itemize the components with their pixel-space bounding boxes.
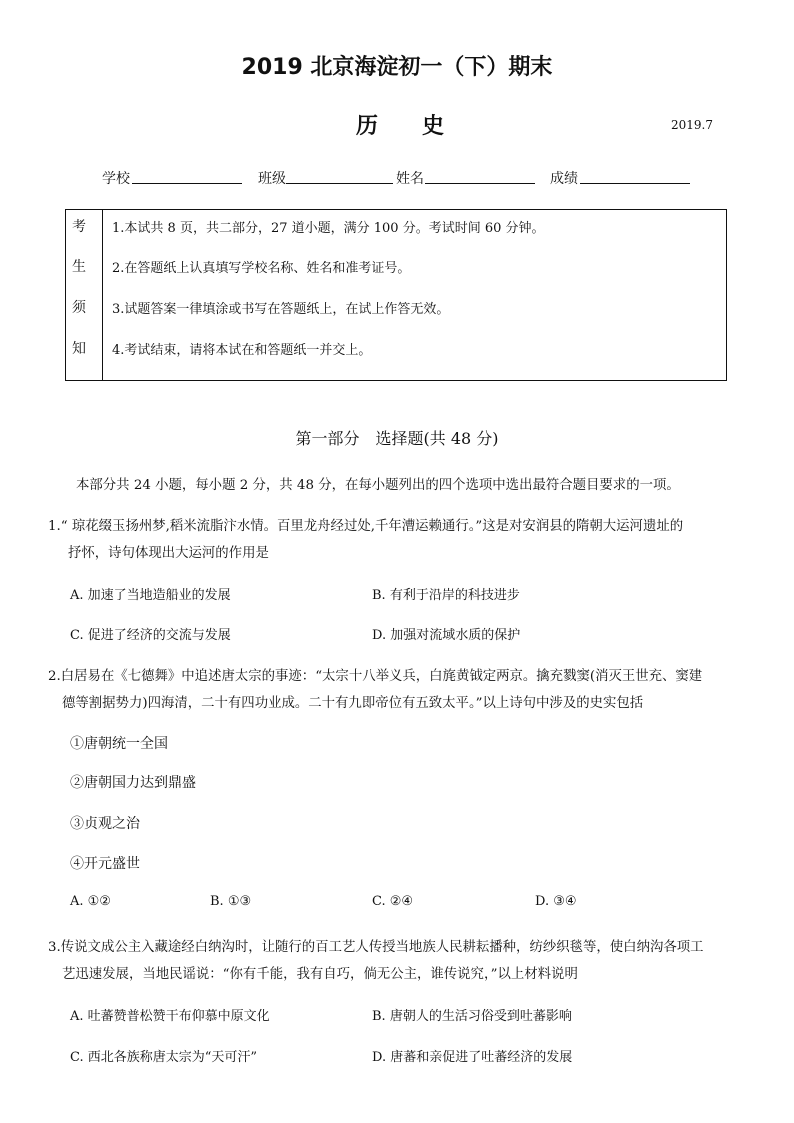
question-2-option-b[interactable]: B. ①③ (210, 894, 252, 909)
question-2-statement: ④开元盛世 (70, 856, 140, 872)
exam-date: 2019.7 (671, 118, 713, 132)
notice-item: 1.本试共 8 页，共二部分，27 道小题，满分 100 分。考试时间 60 分钟。 (112, 221, 545, 236)
school-field[interactable] (132, 183, 242, 184)
question-3-option-a[interactable]: A. 吐蕃赞普松赞干布仰慕中原文化 (70, 1009, 270, 1024)
question-1-stem-line: 1.“ 琼花缀玉扬州梦,稻米流脂汴水情。百里龙舟经过处,千年漕运赖通行。”这是对安润县的隋朝大运河遗址的 (48, 519, 684, 534)
notice-divider (102, 210, 103, 380)
score-field[interactable] (580, 183, 690, 184)
name-field[interactable] (425, 183, 535, 184)
name-label: 姓名 (396, 171, 424, 187)
question-2-statement: ②唐朝国力达到鼎盛 (70, 775, 196, 791)
question-3-option-b[interactable]: B. 唐朝人的生活习俗受到吐蕃影响 (372, 1009, 572, 1024)
question-2-option-a[interactable]: A. ①② (70, 894, 111, 909)
question-3-stem-line: 艺迅速发展，当地民谣说：“你有千能，我有自巧，倘无公主，谁传说究，”以上材料说明 (62, 967, 578, 982)
notice-item: 2.在答题纸上认真填写学校名称、姓名和准考证号。 (112, 261, 411, 276)
class-label: 班级 (258, 171, 286, 187)
notice-heading-char: 生 (72, 259, 86, 275)
question-3-option-c[interactable]: C. 西北各族称唐太宗为“天可汗” (70, 1050, 258, 1065)
question-3-option-d[interactable]: D. 唐蕃和亲促进了吐蕃经济的发展 (372, 1050, 573, 1065)
notice-item: 3.试题答案一律填涂或书写在答题纸上，在试上作答无效。 (112, 302, 450, 317)
question-2-statement: ①唐朝统一全国 (70, 736, 168, 752)
question-2-option-c[interactable]: C. ②④ (372, 894, 414, 909)
notice-heading-char: 须 (72, 300, 86, 316)
question-3-stem-line: 3.传说文成公主入藏途经白纳沟时，让随行的百工艺人传授当地族人民耕耘播种，纺纱织毯等，使白纳沟各项工 (48, 940, 704, 955)
notice-item: 4.考试结束，请将本试在和答题纸一并交上。 (112, 343, 372, 358)
exam-notice-box (65, 209, 727, 381)
section-instruction: 本部分共 24 小题，每小题 2 分，共 48 分，在每小题列出的四个选项中选出最符合题目要求的一项。 (76, 478, 680, 493)
class-field[interactable] (286, 183, 393, 184)
section-title: 第一部分 选择题(共 48 分) (295, 429, 499, 448)
question-1-option-a[interactable]: A. 加速了当地造船业的发展 (70, 588, 231, 603)
question-2-stem-line: 2.白居易在《七德舞》中追述唐太宗的事迹：“太宗十八举义兵，白旄黄钺定两京。擒充戮窦(消灭王世充、窦建 (48, 669, 703, 684)
question-2-option-d[interactable]: D. ③④ (535, 894, 577, 909)
notice-heading-char: 考 (72, 219, 86, 235)
question-2-statement: ③贞观之治 (70, 816, 140, 832)
subject-title: 历史 (356, 113, 489, 139)
question-1-option-b[interactable]: B. 有利于沿岸的科技进步 (372, 588, 520, 603)
school-label: 学校 (102, 171, 130, 187)
question-1-option-d[interactable]: D. 加强对流域水质的保护 (372, 628, 521, 643)
notice-heading-char: 知 (72, 341, 86, 357)
score-label: 成绩 (550, 171, 578, 187)
question-1-stem-line: 抒怀，诗句体现出大运河的作用是 (68, 546, 269, 561)
question-1-option-c[interactable]: C. 促进了经济的交流与发展 (70, 628, 231, 643)
page-title: 2019 北京海淀初一（下）期末 (241, 55, 553, 80)
question-2-stem-line: 德等割据势力)四海清，二十有四功业成。二十有九即帝位有五致太平。”以上诗句中涉及的史实包括 (62, 696, 644, 711)
